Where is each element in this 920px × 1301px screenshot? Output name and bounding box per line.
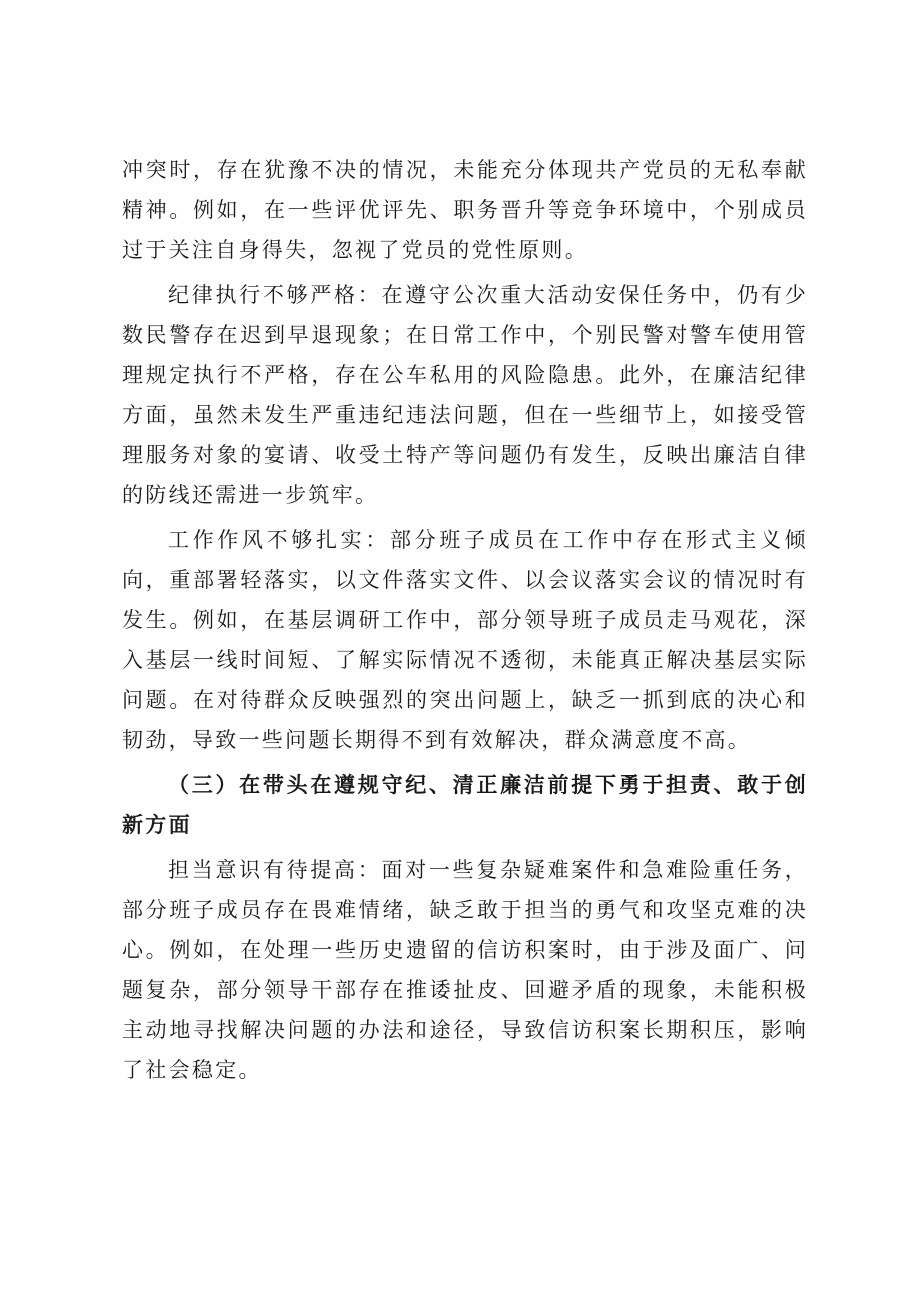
document-page [122,150,808,1095]
body-paragraph: 冲突时，存在犹豫不决的情况，未能充分体现共产党员的无私奉献精神。例如，在一些评优评先、职务晋升等竞争环境中，个别成员过于关注自身得失，忽视了党员的党性原则。 [122,158,808,262]
section-heading: （三）在带头在遵规守纪、清正廉洁前提下勇于担责、敢于创新方面 [122,772,808,837]
body-paragraph: 担当意识有待提高：面对一些复杂疑难案件和急难险重任务，部分班子成员存在畏难情绪，缺乏敢于担当的勇气和攻坚克难的决心。例如，在处理一些历史遗留的信访积案时，由于涉及面广、问题复杂，部分领导干部存在推诿扯皮、回避矛盾的现象，未能积极主动地寻找解决问题的办法和途径，导致信访积案长期积压，影响了社会稳定。 [122,858,808,1082]
body-paragraph: 纪律执行不够严格：在遵守公次重大活动安保任务中，仍有少数民警存在迟到早退现象；在日常工作中，个别民警对警车使用管理规定执行不严格，存在公车私用的风险隐患。此外，在廉洁纪律方面，虽然未发生严重违纪违法问题，但在一些细节上，如接受管理服务对象的宴请、收受土特产等问题仍有发生，反映出廉洁自律的防线还需进一步筑牢。 [122,283,808,507]
body-paragraph: 工作作风不够扎实：部分班子成员在工作中存在形式主义倾向，重部署轻落实，以文件落实文件、以会议落实会议的情况时有发生。例如，在基层调研工作中，部分领导班子成员走马观花，深入基层一线时间短、了解实际情况不透彻，未能真正解决基层实际问题。在对待群众反映强烈的突出问题上，缺乏一抓到底的决心和韧劲，导致一些问题长期得不到有效解决，群众满意度不高。 [122,528,808,752]
